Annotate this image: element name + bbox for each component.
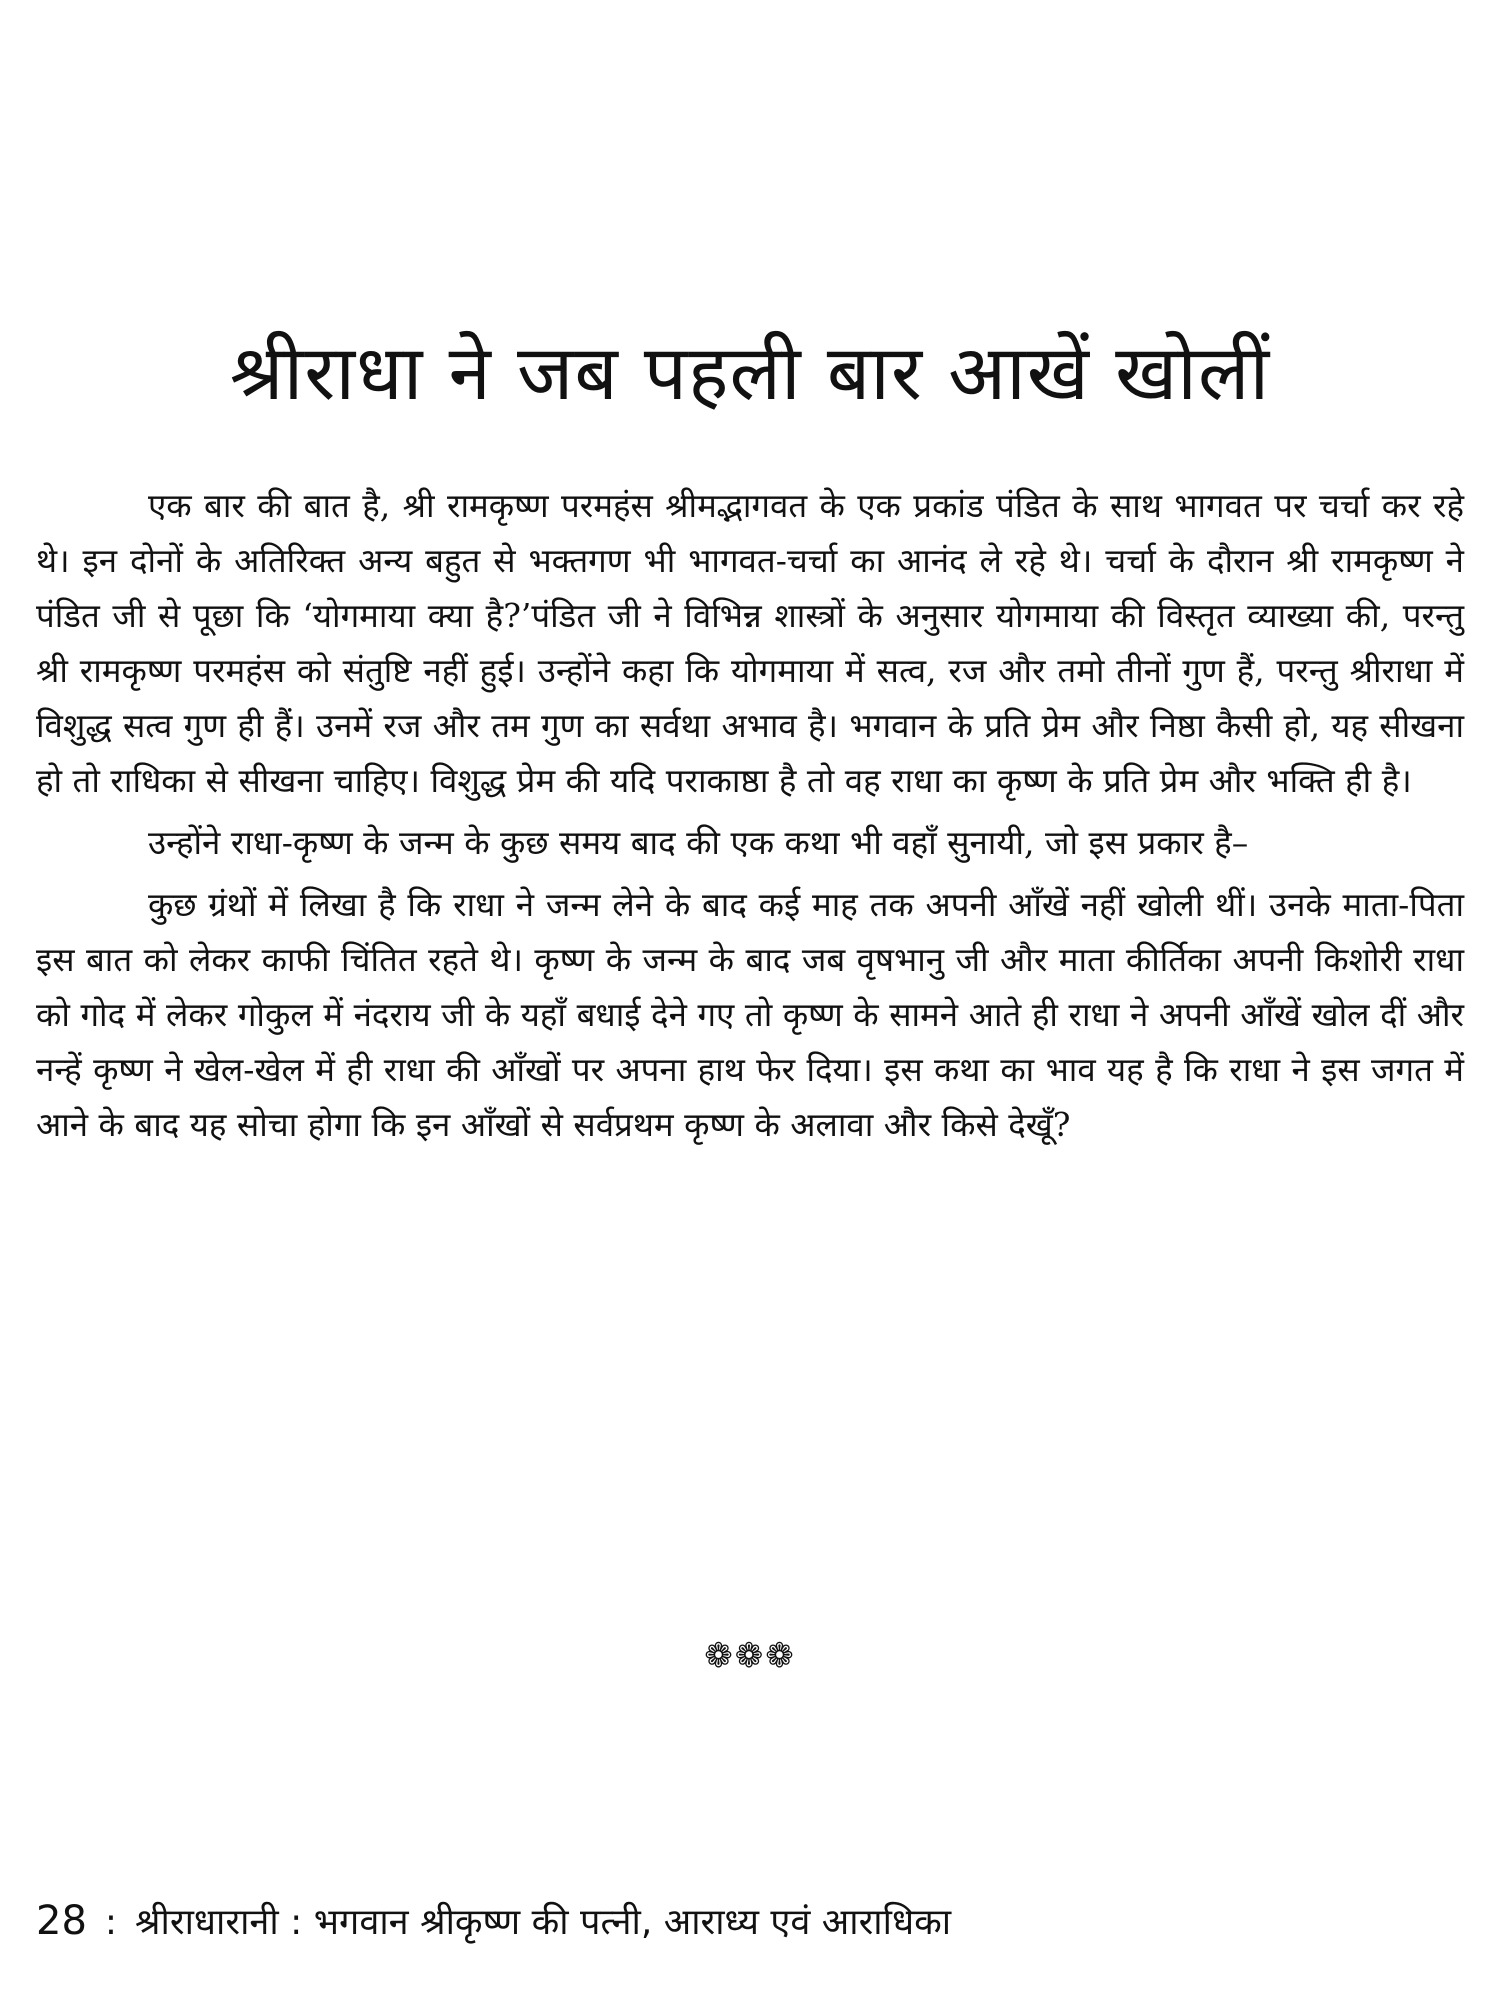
paragraph-radha-eyes-story: कुछ ग्रंथों में लिखा है कि राधा ने जन्म लेने के बाद कई माह तक अपनी आँखें नहीं खोली थीं। उनके माता-पिता इस बात को लेकर काफी चिंतित रहते थे। कृष्ण के जन्म के बाद जब वृषभानु जी और माता कीर्तिका अपनी किशोरी राधा को गोद में लेकर गोकुल में नंदराय जी के यहाँ बधाई देने गए तो कृष्ण के सामने आते ही राधा ने अपनी आँखें खोल दीं और नन्हें कृष्ण ने खेल-खेल में ही राधा की आँखों पर अपना हाथ फेर दिया। इस कथा का भाव यह है कि राधा ने इस जगत में आने के बाद यह सोचा होगा कि इन आँखों से सर्वप्रथम कृष्ण के अलावा और किसे देखूँ? bbox=[36, 885, 1464, 1144]
running-book-title: श्रीराधारानी : भगवान श्रीकृष्ण की पत्नी, आराध्य एवं आराधिका bbox=[135, 1902, 952, 1943]
page-footer bbox=[36, 1897, 1464, 1947]
paragraph-story-intro: उन्होंने राधा-कृष्ण के जन्म के कुछ समय बाद की एक कथा भी वहाँ सुनायी, जो इस प्रकार है– bbox=[148, 823, 1249, 862]
flower-ornament-icon: ❁❁❁ bbox=[704, 1636, 796, 1676]
page-number: 28 bbox=[36, 1898, 87, 1944]
chapter-title: श्रीराधा ने जब पहली बार आखें खोलीं bbox=[229, 328, 1271, 417]
footer-separator: : bbox=[104, 1902, 118, 1943]
chapter-body bbox=[36, 478, 1464, 1159]
paragraph-ramakrishna-yogamaya: एक बार की बात है, श्री रामकृष्ण परमहंस श्रीमद्भागवत के एक प्रकांड पंडित के साथ भागवत पर चर्चा कर रहे थे। इन दोनों के अतिरिक्त अन्य बहुत से भक्तगण भी भागवत-चर्चा का आनंद ले रहे थे। चर्चा के दौरान श्री रामकृष्ण ने पंडित जी से पूछा कि ‘योगमाया क्या है?’पंडित जी ने विभिन्न शास्त्रों के अनुसार योगमाया की विस्तृत व्याख्या की, परन्तु श्री रामकृष्ण परमहंस को संतुष्टि नहीं हुई। उन्होंने कहा कि योगमाया में सत्व, रज और तमो तीनों गुण हैं, परन्तु श्रीराधा में विशुद्ध सत्व गुण ही हैं। उनमें रज और तम गुण का सर्वथा अभाव है। भगवान के प्रति प्रेम और निष्ठा कैसी हो, यह सीखना हो तो राधिका से सीखना चाहिए। विशुद्ध प्रेम की यदि पराकाष्ठा है तो वह राधा का कृष्ण के प्रति प्रेम और भक्ति ही है। bbox=[36, 486, 1464, 800]
